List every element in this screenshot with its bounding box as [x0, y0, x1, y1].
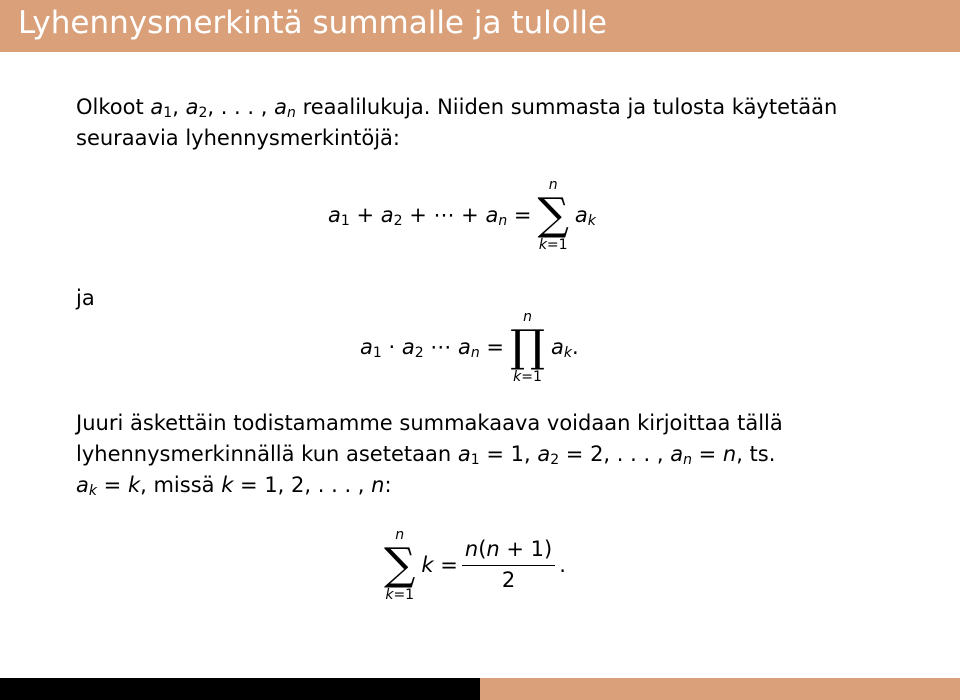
final-equation [378, 528, 566, 602]
prod-upper-limit: n [523, 309, 532, 325]
sum-upper-limit: n [548, 177, 558, 193]
footer-bar-left [0, 678, 480, 700]
sum-equation [328, 178, 596, 252]
final-lower-limit: k=1 [385, 587, 415, 603]
title-bar [0, 0, 960, 52]
sum-term: $a_k$ [574, 203, 596, 229]
fraction [462, 537, 555, 592]
prod-lower-limit: k=1 [513, 369, 542, 385]
assignment-sequence: $a_1 = 1$, $a_2 = 2$, . . . , $a_n = n$ [457, 442, 737, 468]
ak-equals-k: $a_k = k$ [76, 473, 141, 499]
product-equation [360, 310, 579, 384]
intro-prefix: Olkoot [76, 95, 144, 119]
intro-paragraph [76, 92, 936, 154]
prod-lhs: $a_1 \cdot a_2$ ⋯ $a_n$ = [360, 335, 505, 361]
body-line1: Juuri äskettäin todistamamme summakaava voidaan kirjoittaa tällä [76, 411, 783, 435]
k-range: k = 1, 2, . . . , n [221, 473, 385, 497]
intro-suffix: reaalilukuja. Niiden summasta ja tulosta käytetään [302, 95, 838, 119]
final-lhs: k = [421, 553, 458, 577]
prod-term: $a_k$. [551, 335, 579, 361]
intro-line2: seuraavia lyhennysmerkintöjä: [76, 126, 401, 150]
connector-ja: ja [76, 286, 95, 310]
final-upper-limit: n [395, 527, 405, 543]
final-sum-operator [384, 528, 415, 602]
body-paragraph [76, 408, 936, 501]
footer-bar-right [480, 678, 960, 700]
fraction-numerator: n(n + 1) [462, 537, 555, 565]
body-line3-mid: , missä [140, 473, 215, 497]
final-period: . [559, 553, 566, 577]
product-operator [510, 310, 545, 384]
pi-symbol: ∏ [510, 321, 546, 372]
body-line3-end: : [384, 473, 392, 497]
sum-lower-limit: k=1 [538, 237, 568, 253]
page-title: Lyhennysmerkintä summalle ja tulolle [18, 5, 607, 41]
sigma-symbol: ∑ [537, 189, 569, 240]
fraction-denominator: 2 [501, 567, 516, 592]
body-line2-tail: , ts. [736, 442, 776, 466]
sum-lhs: $a_1 + a_2$ + ⋯ + $a_n$ = [328, 203, 532, 229]
final-sigma-symbol: ∑ [384, 539, 416, 590]
body-line2: lyhennysmerkinnällä kun asetetaan [76, 442, 452, 466]
intro-sequence: $a_1$, $a_2$, . . . , $a_n$ [150, 95, 296, 121]
sum-operator [537, 178, 568, 252]
